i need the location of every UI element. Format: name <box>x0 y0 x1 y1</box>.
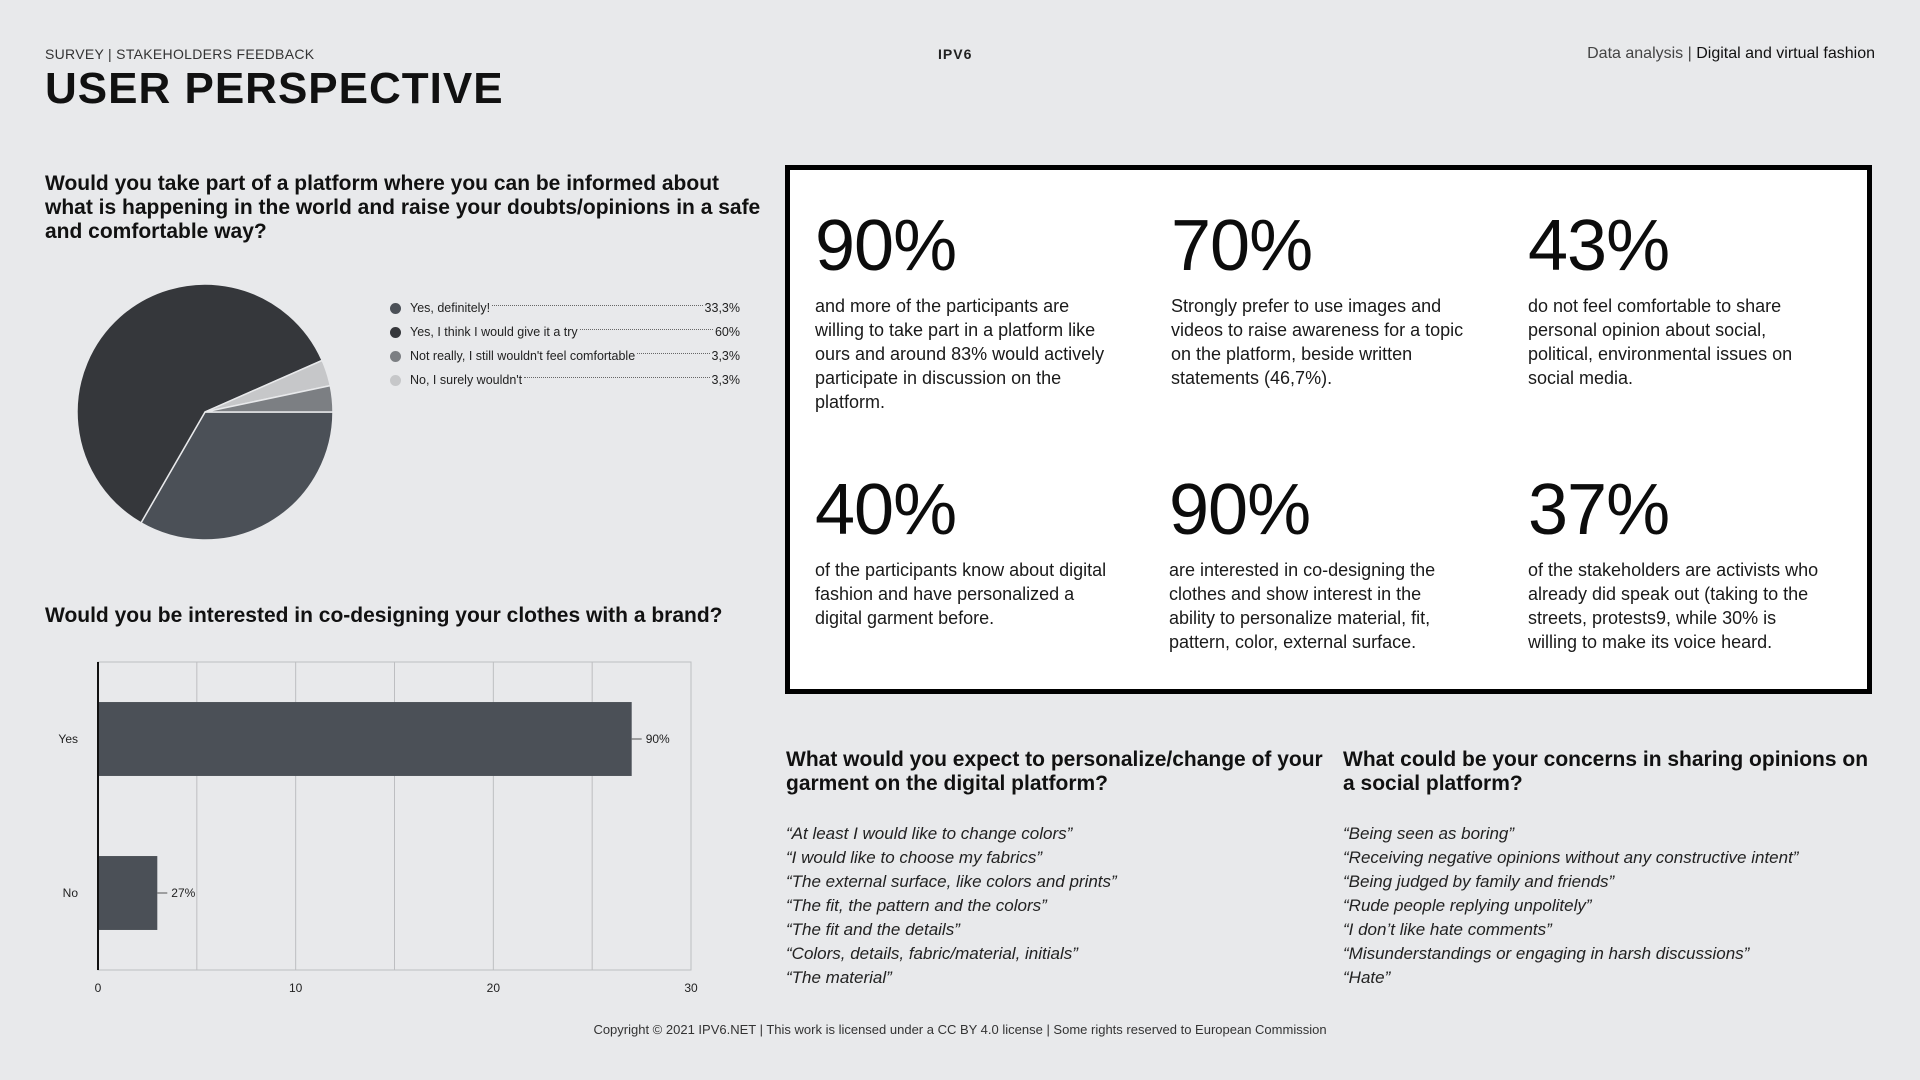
x-tick-label: 30 <box>684 981 698 995</box>
legend-swatch <box>390 351 401 362</box>
data-label: 27% <box>171 886 196 900</box>
stat-text: are interested in co-designing the clothes and show interest in the ability to personalize material, fit, pattern, color, external surface. <box>1169 560 1436 652</box>
legend-value: 60% <box>714 325 740 339</box>
footer: Copyright © 2021 IPV6.NET | This work is licensed under a CC BY 4.0 license | Some rights reserved to European Commission <box>593 1022 1327 1037</box>
stat-value: 43% <box>1528 206 1670 286</box>
legend-item <box>390 320 740 344</box>
stat-text: of the participants know about digital fashion and have personalized a digital garment before. <box>815 560 1107 628</box>
category-label: Yes <box>58 732 78 746</box>
quote-item: “Being seen as boring” <box>1343 824 1515 843</box>
stat-text: Strongly prefer to use images and videos to raise awareness for a topic on the platform, beside written statements (46,7%). <box>1171 296 1464 388</box>
pie-chart <box>70 278 350 548</box>
legend-label: Yes, I think I would give it a try <box>410 325 578 339</box>
legend-swatch <box>390 327 401 338</box>
quote-item: “Misunderstandings or engaging in harsh discussions” <box>1343 944 1750 963</box>
quote-item: “Hate” <box>1343 968 1391 987</box>
logo: IPV6 <box>938 46 973 62</box>
stat-text: of the stakeholders are activists who already did speak out (taking to the streets, protests9, while 30% is willing to make its voice heard. <box>1528 560 1819 652</box>
stat-card <box>1528 470 1828 654</box>
question-platform: Would you take part of a platform where you can be informed about what is happening in the world and raise your doubts/opinions in a safe and comfortable way? <box>45 172 761 243</box>
survey-label: SURVEY | STAKEHOLDERS FEEDBACK <box>45 46 315 62</box>
x-tick-label: 20 <box>486 981 501 995</box>
section-light: Data analysis | <box>1587 45 1692 62</box>
legend-item <box>390 344 740 368</box>
question-personalize: What would you expect to personalize/change of your garment on the digital platform? <box>786 748 1323 795</box>
stat-card <box>1528 206 1828 390</box>
stat-text: and more of the participants are willing to take part in a platform like ours and around 83% would actively participate in discussion on the platform. <box>815 296 1105 412</box>
page-title: USER PERSPECTIVE <box>45 64 504 113</box>
pie-legend <box>390 296 740 392</box>
quote-item: “I would like to choose my fabrics” <box>786 848 1043 867</box>
quote-item: “The fit and the details” <box>786 920 960 939</box>
section-bold: Digital and virtual fashion <box>1696 45 1875 62</box>
legend-label: No, I surely wouldn't <box>410 373 523 387</box>
category-label: No <box>62 886 78 900</box>
quote-item: “The material” <box>786 968 892 987</box>
quote-item: “Receiving negative opinions without any constructive intent” <box>1343 848 1799 867</box>
legend-swatch <box>390 375 401 386</box>
bar-chart <box>40 650 720 1010</box>
quote-item: “The fit, the pattern and the colors” <box>786 896 1047 915</box>
legend-value: 3,3% <box>711 373 740 387</box>
stat-card <box>1169 470 1469 654</box>
legend-value: 3,3% <box>711 349 740 363</box>
stat-card <box>815 470 1115 630</box>
x-tick-label: 0 <box>94 981 102 995</box>
legend-swatch <box>390 303 401 314</box>
legend-leader <box>637 353 709 354</box>
stat-value: 90% <box>815 206 957 286</box>
stat-value: 37% <box>1528 470 1670 550</box>
quotes-personalize <box>786 822 1117 990</box>
stat-card <box>815 206 1115 414</box>
pie-slices <box>77 284 333 540</box>
quote-item: “Being judged by family and friends” <box>1343 872 1615 891</box>
stats-box <box>785 165 1872 694</box>
quotes-concerns <box>1343 822 1798 990</box>
legend-leader <box>580 329 713 330</box>
legend-label: Yes, definitely! <box>410 301 491 315</box>
legend-leader <box>492 305 702 306</box>
stat-value: 90% <box>1169 470 1311 550</box>
quote-item: “I don’t like hate comments” <box>1343 920 1552 939</box>
bar-marks <box>98 702 670 930</box>
stat-card <box>1171 206 1471 390</box>
quote-item: “Colors, details, fabric/material, initials” <box>786 944 1078 963</box>
question-concerns: What could be your concerns in sharing opinions on a social platform? <box>1343 748 1869 795</box>
section-label <box>1587 45 1875 63</box>
stat-value: 40% <box>815 470 957 550</box>
quote-item: “Rude people replying unpolitely” <box>1343 896 1592 915</box>
stat-text: do not feel comfortable to share personal opinion about social, political, environmental issues on social media. <box>1528 296 1793 388</box>
stat-value: 70% <box>1171 206 1313 286</box>
quote-item: “The external surface, like colors and prints” <box>786 872 1117 891</box>
legend-label: Not really, I still wouldn't feel comfortable <box>410 349 636 363</box>
question-codesign: Would you be interested in co-designing your clothes with a brand? <box>45 604 723 627</box>
bar <box>98 856 157 930</box>
legend-leader <box>524 377 709 378</box>
legend-item <box>390 296 740 320</box>
quote-item: “At least I would like to change colors” <box>786 824 1073 843</box>
bar <box>98 702 632 776</box>
legend-item <box>390 368 740 392</box>
legend-value: 33,3% <box>704 301 740 315</box>
data-label: 90% <box>645 732 670 746</box>
x-tick-label: 10 <box>288 981 303 995</box>
